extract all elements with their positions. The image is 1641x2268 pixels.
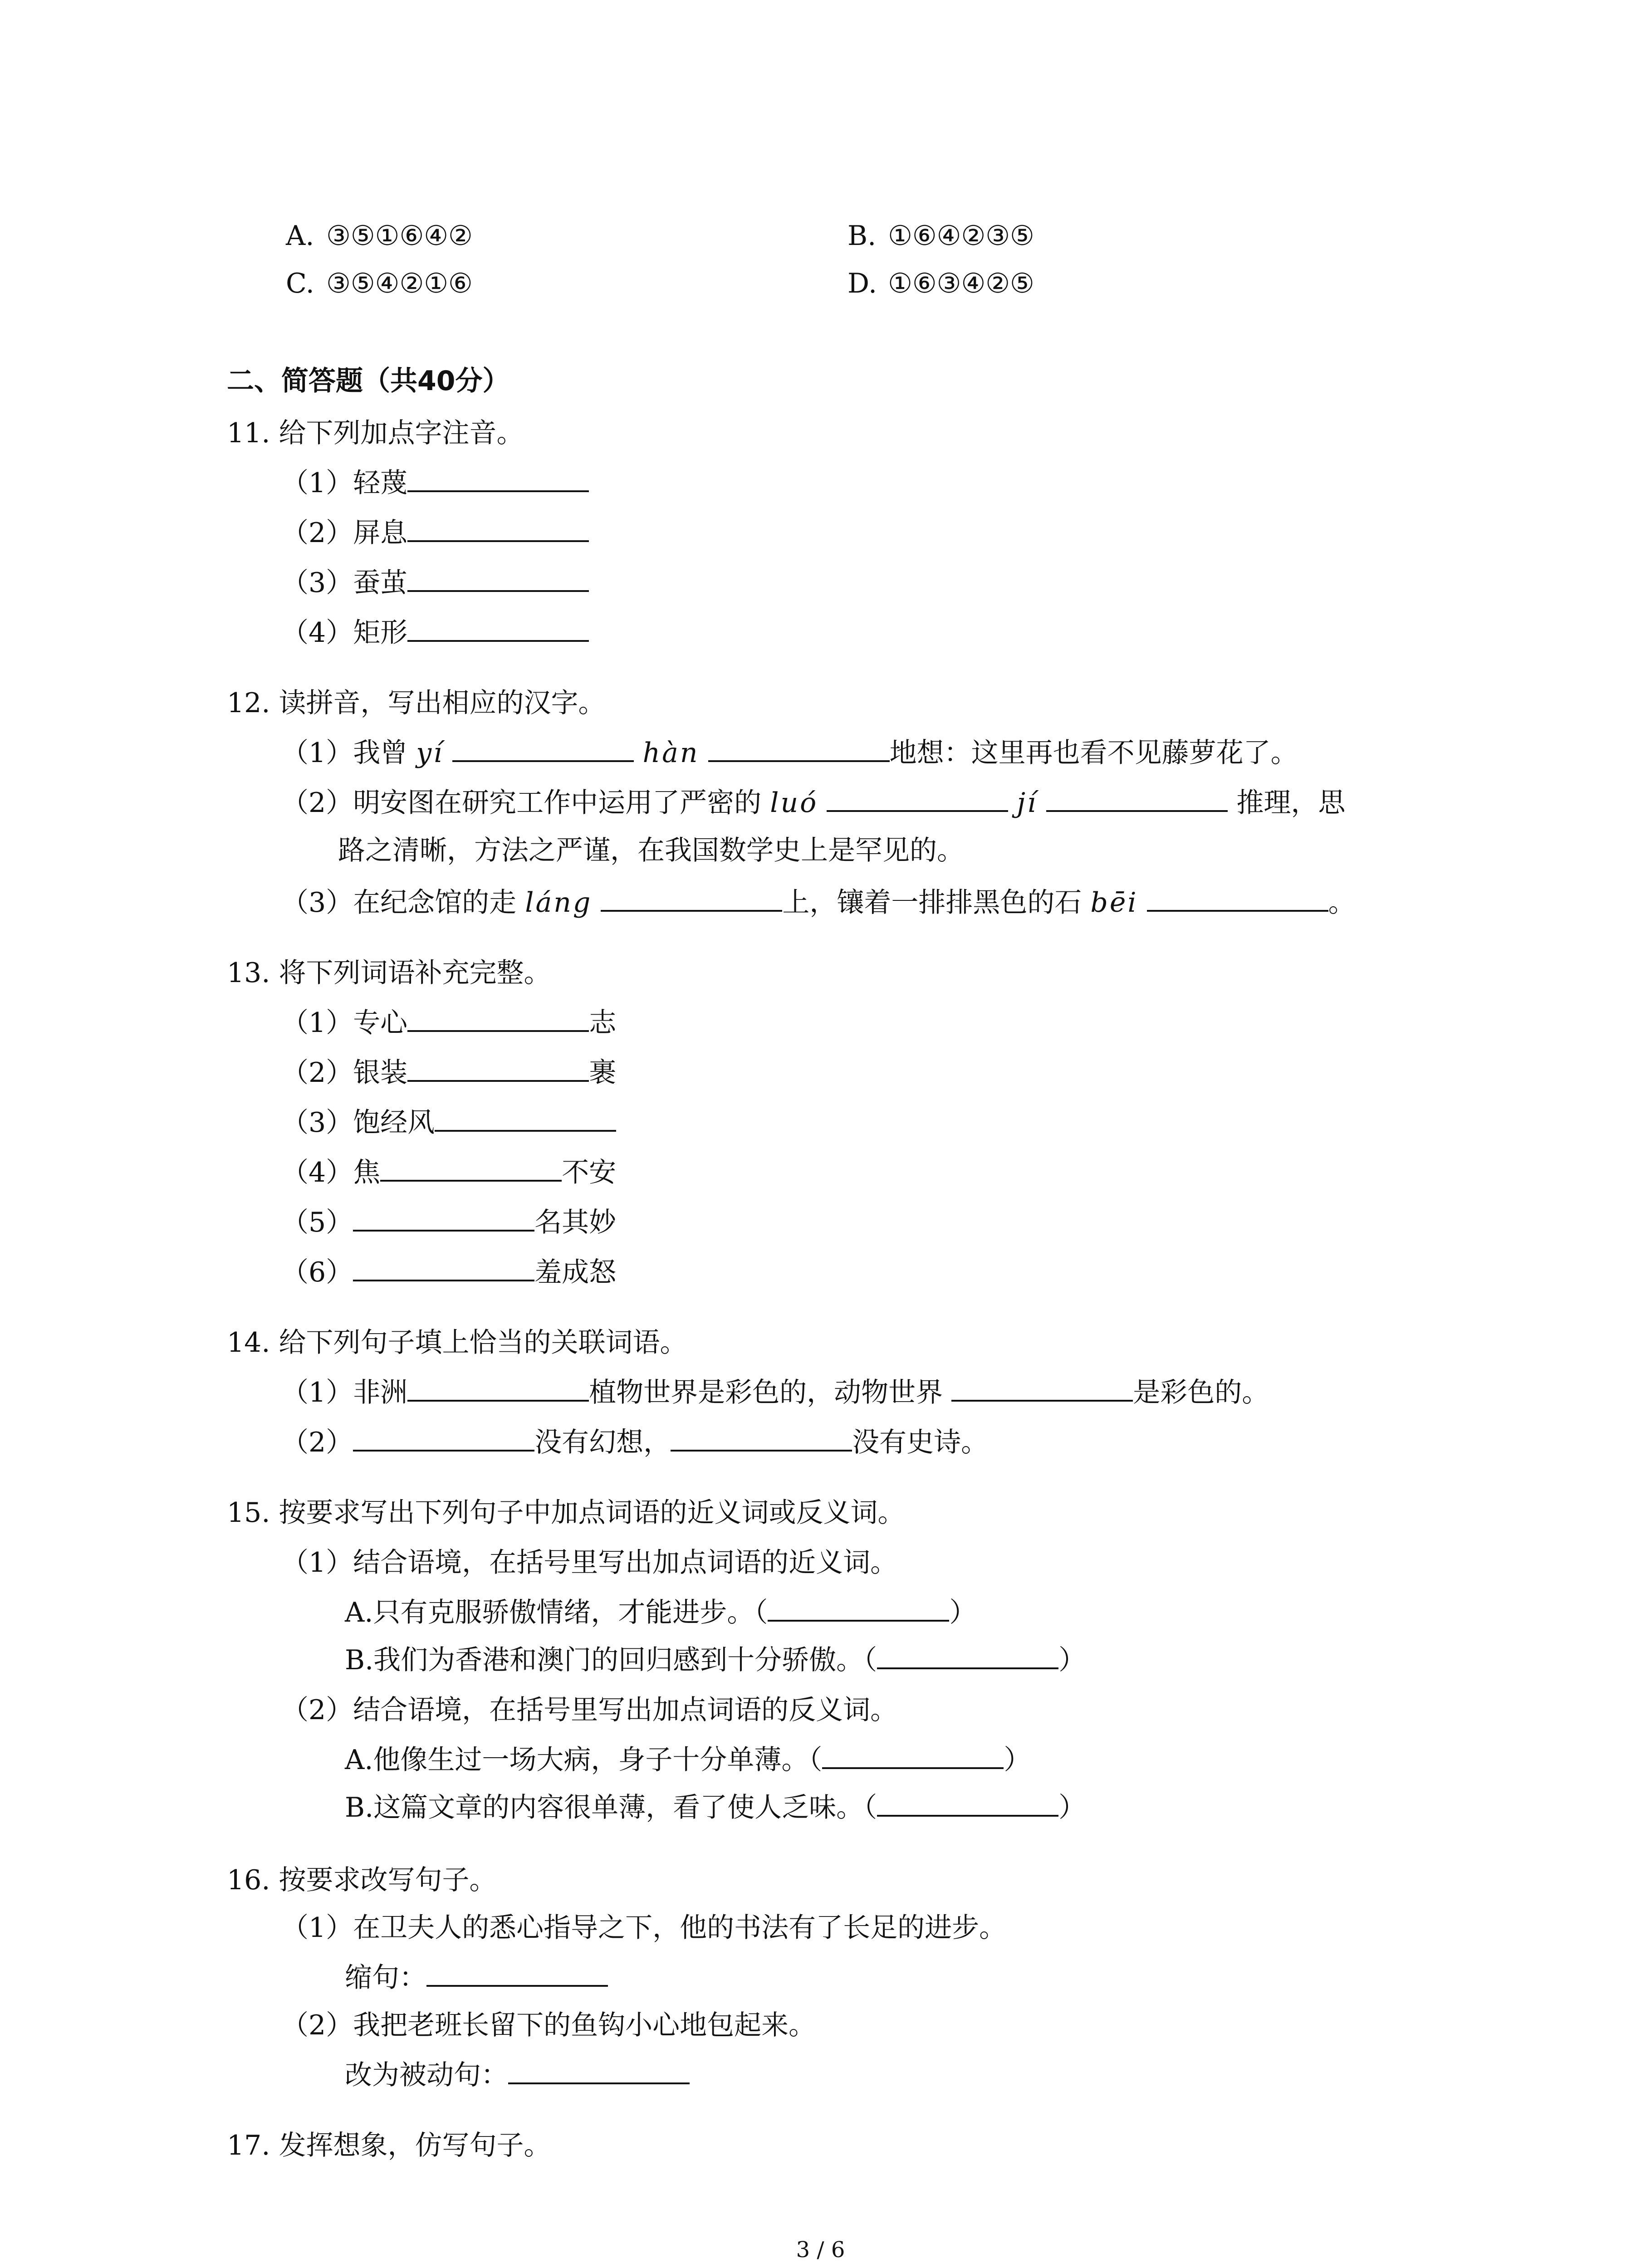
answer-blank[interactable]	[671, 1450, 852, 1452]
option-c-letter: C.	[286, 268, 314, 299]
item-number: （6）	[281, 1256, 353, 1288]
q15-item-a1	[345, 1594, 976, 1631]
q15-item-b1	[345, 1642, 1086, 1678]
q13-title: 13. 将下列词语补充完整。	[227, 957, 551, 989]
q16-passive	[345, 2057, 690, 2093]
q16-condense	[345, 1960, 608, 1996]
item-text: 羞成怒	[534, 1256, 617, 1288]
q16-sub-2: （2）我把老班长留下的鱼钩小心地包起来。	[281, 2009, 816, 2041]
item-number: （1）	[281, 737, 353, 769]
pinyin-text: yí	[416, 737, 444, 769]
item-text: 。	[1328, 887, 1356, 919]
item-word: 蚕茧	[353, 567, 408, 599]
q16-title: 16. 按要求改写句子。	[227, 1864, 497, 1896]
item-text: 焦	[353, 1157, 381, 1188]
answer-blank[interactable]	[435, 1130, 616, 1132]
answer-blank[interactable]	[407, 640, 589, 642]
item-text: 志	[589, 1007, 617, 1039]
item-text: 名其妙	[534, 1207, 617, 1238]
item-text: B.我们为香港和澳门的回归感到十分骄傲。（	[345, 1644, 877, 1676]
answer-blank[interactable]	[407, 590, 589, 592]
q17-title: 17. 发挥想象，仿写句子。	[227, 2130, 551, 2161]
item-number: （4）	[281, 617, 353, 649]
item-text: 没有史诗。	[852, 1427, 989, 1458]
item-number: （2）	[281, 517, 353, 549]
answer-blank[interactable]	[452, 760, 634, 762]
option-d-letter: D.	[847, 268, 877, 299]
pinyin-text: bēi	[1090, 887, 1138, 919]
item-text: 明安图在研究工作中运用了严密的	[353, 787, 762, 819]
answer-blank[interactable]	[426, 1985, 608, 1987]
answer-blank[interactable]	[353, 1230, 534, 1232]
q11-title: 11. 给下列加点字注音。	[227, 417, 524, 449]
q11-item-2	[281, 515, 589, 551]
item-text: 植物世界是彩色的，动物世界	[589, 1377, 943, 1408]
q15-sub-1: （1）结合语境，在括号里写出加点词语的近义词。	[281, 1547, 898, 1579]
item-text: 改为被动句：	[345, 2059, 508, 2091]
q12-item-2-line2: 路之清晰，方法之严谨，在我国数学史上是罕见的。	[338, 835, 964, 866]
pinyin-text: jí	[1017, 787, 1038, 819]
item-number: （1）	[281, 1007, 353, 1039]
item-text: A.只有克服骄傲情绪，才能进步。（	[345, 1597, 768, 1628]
option-d-value: ①⑥③④②⑤	[888, 268, 1034, 299]
item-word: 屏息	[353, 517, 408, 549]
item-text: 我曾	[353, 737, 408, 769]
item-number: （1）	[281, 1377, 353, 1408]
item-text: 裹	[589, 1057, 617, 1089]
item-number: （5）	[281, 1207, 353, 1238]
q14-item-1	[281, 1374, 1269, 1411]
item-number: （2）	[281, 1427, 353, 1458]
item-text: 专心	[353, 1007, 408, 1039]
answer-blank[interactable]	[407, 1030, 589, 1032]
option-b-value: ①⑥④②③⑤	[888, 220, 1034, 252]
answer-blank[interactable]	[407, 490, 589, 492]
item-text: A.他像生过一场大病，身子十分单薄。（	[345, 1744, 823, 1776]
item-number: （3）	[281, 567, 353, 599]
option-c-value: ③⑤④②①⑥	[326, 268, 473, 299]
item-number: （2）	[281, 787, 353, 819]
q12-item-3	[281, 885, 1356, 921]
q13-item-5	[281, 1204, 616, 1241]
item-number: （3）	[281, 887, 353, 919]
pinyin-text: luó	[770, 787, 818, 819]
item-number: （3）	[281, 1107, 353, 1139]
item-text: 地想：这里再也看不见藤萝花了。	[889, 737, 1298, 769]
q15-title: 15. 按要求写出下列句子中加点词语的近义词或反义词。	[227, 1497, 905, 1529]
q11-item-4	[281, 615, 589, 651]
item-number: （4）	[281, 1157, 353, 1188]
answer-blank[interactable]	[951, 1400, 1133, 1402]
item-text: B.这篇文章的内容很单薄，看了使人乏味。（	[345, 1792, 877, 1823]
answer-blank[interactable]	[508, 2082, 690, 2084]
q11-item-1	[281, 465, 589, 501]
item-text: 非洲	[353, 1377, 408, 1408]
q15-item-b2	[345, 1789, 1086, 1826]
option-c	[286, 265, 473, 302]
answer-blank[interactable]	[407, 1080, 589, 1082]
option-b	[847, 218, 1034, 254]
pinyin-text: láng	[525, 887, 593, 919]
answer-blank[interactable]	[380, 1180, 562, 1182]
item-text: 是彩色的。	[1133, 1377, 1269, 1408]
paren-close: ）	[1058, 1792, 1086, 1823]
item-number: （1）	[281, 467, 353, 499]
q12-title: 12. 读拼音，写出相应的汉字。	[227, 687, 606, 719]
q15-item-a2	[345, 1742, 1031, 1778]
item-text: 不安	[562, 1157, 617, 1188]
q13-item-2	[281, 1055, 616, 1091]
q13-item-6	[281, 1254, 616, 1290]
q13-item-4	[281, 1154, 616, 1191]
q12-item-2	[281, 785, 1345, 821]
q16-sub-1: （1）在卫夫人的悉心指导之下，他的书法有了长足的进步。	[281, 1912, 1007, 1944]
answer-blank[interactable]	[601, 910, 782, 912]
answer-blank[interactable]	[877, 1815, 1058, 1817]
answer-blank[interactable]	[407, 1400, 589, 1402]
answer-blank[interactable]	[353, 1450, 534, 1452]
item-text: 缩句：	[345, 1962, 426, 1994]
answer-blank[interactable]	[822, 1767, 1004, 1769]
option-d	[847, 265, 1034, 302]
q14-title: 14. 给下列句子填上恰当的关联词语。	[227, 1327, 687, 1359]
answer-blank[interactable]	[407, 540, 589, 542]
item-word: 轻蔑	[353, 467, 408, 499]
option-b-letter: B.	[847, 220, 877, 252]
item-text: 银装	[353, 1057, 408, 1089]
item-text: 在纪念馆的走	[353, 887, 517, 919]
q11-item-3	[281, 565, 589, 601]
pinyin-text: hàn	[642, 737, 700, 769]
item-text: 饱经风	[353, 1107, 435, 1139]
q14-item-2	[281, 1424, 988, 1461]
option-a-value: ③⑤①⑥④②	[326, 220, 473, 252]
answer-blank[interactable]	[1147, 910, 1328, 912]
option-a-letter: A.	[286, 220, 314, 252]
answer-blank[interactable]	[768, 1620, 949, 1622]
item-number: （2）	[281, 1057, 353, 1089]
q13-item-1	[281, 1005, 616, 1041]
q15-sub-2: （2）结合语境，在括号里写出加点词语的反义词。	[281, 1694, 898, 1726]
item-text: 推理，思	[1236, 787, 1346, 819]
item-word: 矩形	[353, 617, 408, 649]
section-title: 二、简答题（共40分）	[227, 365, 510, 397]
option-a	[286, 218, 473, 254]
item-text: 上，镶着一排排黑色的石	[782, 887, 1082, 919]
item-text: 没有幻想，	[534, 1427, 671, 1458]
answer-blank[interactable]	[353, 1280, 534, 1281]
answer-blank[interactable]	[827, 810, 1008, 812]
page-number: 3 / 6	[796, 2237, 845, 2263]
paren-close: ）	[1058, 1644, 1086, 1676]
q12-item-1	[281, 735, 1298, 771]
paren-close: ）	[1004, 1744, 1031, 1776]
q13-item-3	[281, 1105, 616, 1141]
answer-blank[interactable]	[877, 1667, 1058, 1669]
answer-blank[interactable]	[708, 760, 890, 762]
answer-blank[interactable]	[1046, 810, 1228, 812]
paren-close: ）	[949, 1597, 977, 1628]
